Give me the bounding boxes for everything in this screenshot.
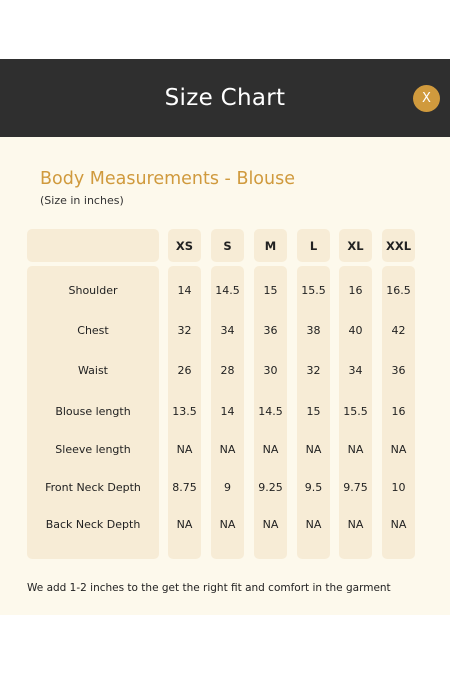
table-cell: NA <box>347 443 364 456</box>
table-cell: 8.75 <box>172 481 197 494</box>
table-cell: NA <box>305 518 322 531</box>
table-cell: 14 <box>220 405 235 418</box>
row-label: Chest <box>77 324 109 337</box>
table-cell: NA <box>390 518 407 531</box>
table-cell: 34 <box>220 324 235 337</box>
table-cell: 15 <box>306 405 321 418</box>
table-cell: 36 <box>391 364 406 377</box>
row-label: Waist <box>77 364 108 377</box>
modal-header <box>0 59 450 137</box>
size-header-2: M <box>264 239 277 253</box>
row-label: Back Neck Depth <box>45 518 141 531</box>
table-cell: NA <box>262 518 279 531</box>
table-cell: NA <box>176 518 193 531</box>
table-cell: 32 <box>306 364 321 377</box>
row-label: Blouse length <box>55 405 131 418</box>
table-cell: 40 <box>348 324 363 337</box>
size-header-0: XS <box>175 239 194 253</box>
table-cell: 9.25 <box>258 481 283 494</box>
footer-note: We add 1-2 inches to the get the right fit and comfort in the garment <box>27 582 391 594</box>
table-cell: 38 <box>306 324 321 337</box>
table-cell: NA <box>219 518 236 531</box>
table-cell: 10 <box>391 481 406 494</box>
table-cell: 32 <box>177 324 192 337</box>
table-cell: 16 <box>391 405 406 418</box>
table-cell: 15.5 <box>343 405 368 418</box>
table-cell: NA <box>262 443 279 456</box>
table-cell: 13.5 <box>172 405 197 418</box>
table-cell: NA <box>390 443 407 456</box>
table-cell: 16.5 <box>386 284 411 297</box>
table-cell: 14 <box>177 284 192 297</box>
table-cell: 9.75 <box>343 481 368 494</box>
row-label: Front Neck Depth <box>45 481 141 494</box>
table-cell: 34 <box>348 364 363 377</box>
size-chart-modal <box>0 59 450 615</box>
row-label: Sleeve length <box>55 443 131 456</box>
section-title: Body Measurements - Blouse <box>40 169 295 189</box>
table-cell: 36 <box>263 324 278 337</box>
table-cell: 9 <box>224 481 231 494</box>
size-header-3: L <box>309 239 318 253</box>
table-cell: NA <box>219 443 236 456</box>
table-cell: 16 <box>348 284 363 297</box>
table-cell: 9.5 <box>304 481 323 494</box>
table-cell: NA <box>347 518 364 531</box>
size-header-4: XL <box>347 239 364 253</box>
modal-title: Size Chart <box>164 85 286 111</box>
table-cell: 28 <box>220 364 235 377</box>
table-cell: 42 <box>391 324 406 337</box>
table-cell: 15.5 <box>301 284 326 297</box>
table-cell: 14.5 <box>215 284 240 297</box>
table-cell: 15 <box>263 284 278 297</box>
table-cell: 30 <box>263 364 278 377</box>
section-subtitle: (Size in inches) <box>40 194 124 207</box>
size-header-5: XXL <box>385 239 412 253</box>
table-cell: 14.5 <box>258 405 283 418</box>
size-header-1: S <box>223 239 232 253</box>
label-header-panel <box>27 229 159 262</box>
close-button[interactable]: X <box>413 85 440 112</box>
table-cell: 26 <box>177 364 192 377</box>
table-cell: NA <box>305 443 322 456</box>
table-cell: NA <box>176 443 193 456</box>
row-label: Shoulder <box>68 284 118 297</box>
